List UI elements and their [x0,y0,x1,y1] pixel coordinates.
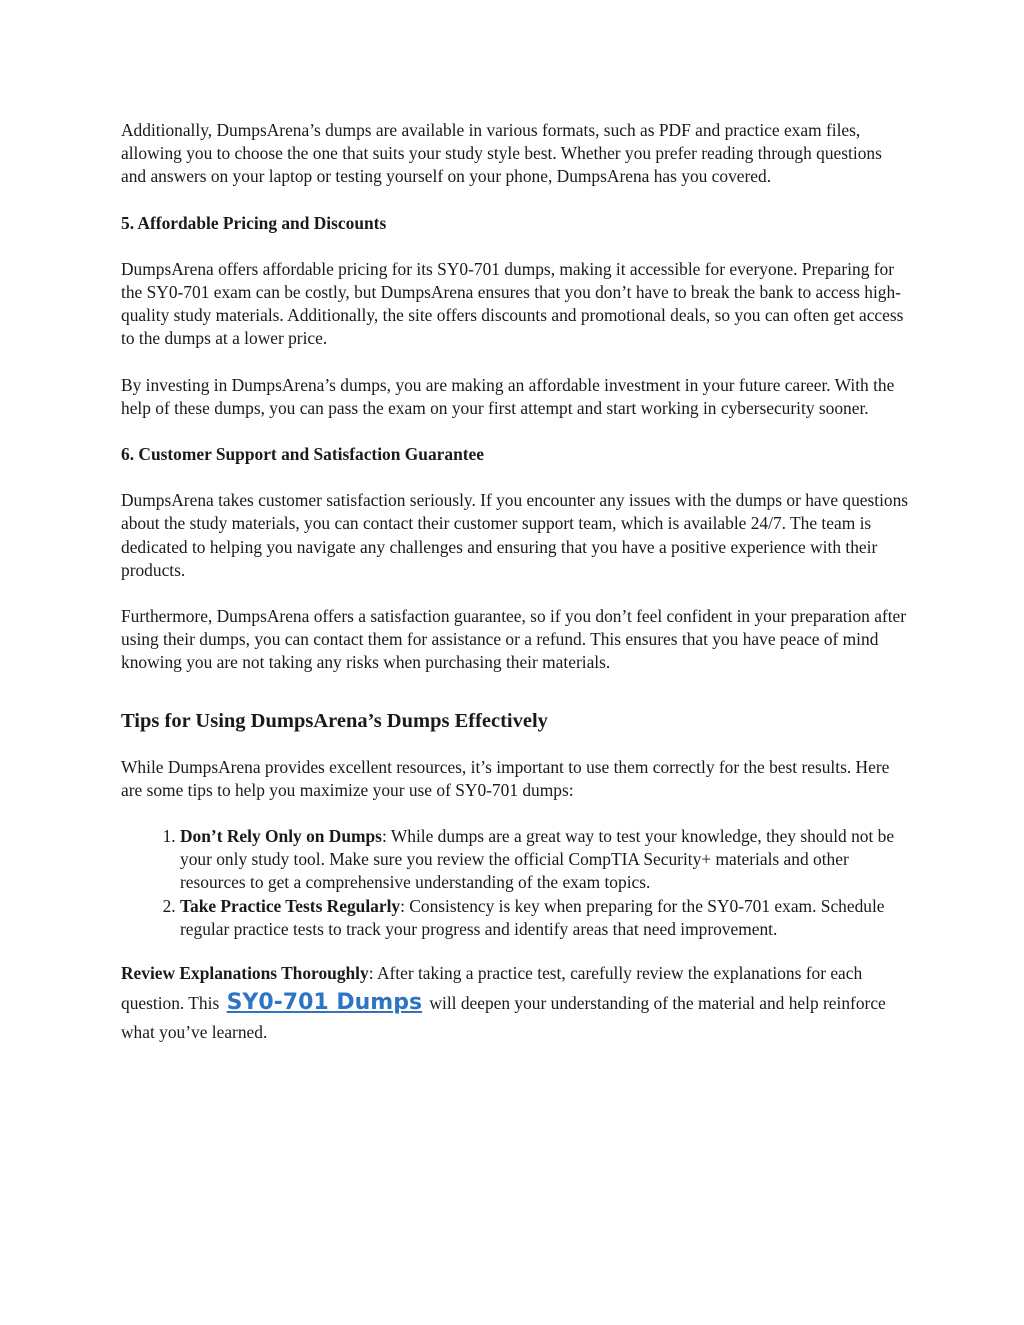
list-item [180,825,911,895]
support-heading: 6. Customer Support and Satisfaction Guarantee [121,444,484,465]
support-paragraph-2: Furthermore, DumpsArena offers a satisfaction guarantee, so if you don’t feel confident in your preparation after using their dumps, you can contact them for assistance or a refund. This ensures that you have peace of mind knowing you are not taking any risks when purchasing their materials. [121,606,907,673]
final-title: Review Explanations Thoroughly [121,963,369,984]
final-paragraph [121,959,911,1047]
tip-title: Don’t Rely Only on Dumps [180,826,382,847]
pricing-heading: 5. Affordable Pricing and Discounts [121,212,387,233]
sy0-701-dumps-link[interactable]: SY0-701 Dumps [226,990,423,1016]
tips-heading: Tips for Using DumpsArena’s Dumps Effectively [121,709,548,732]
tips-intro-paragraph: While DumpsArena provides excellent resources, it’s important to use them correctly for the best results. Here are some tips to help you maximize your use of SY0-701 dumps: [121,756,890,800]
document-page [121,119,911,1070]
pricing-paragraph-2: By investing in DumpsArena’s dumps, you are making an affordable investment in your future career. With the help of these dumps, you can pass the exam on your first attempt and start working in cybersecurity sooner. [121,374,895,418]
pricing-paragraph-1: DumpsArena offers affordable pricing for its SY0-701 dumps, making it accessible for everyone. Preparing for the SY0-701 exam can be costly, but DumpsArena ensures that you don’t have to break the bank to access high-quality study materials. Additionally, the site offers discounts and promotional deals, so you can often get access to the dumps at a lower price. [121,258,904,349]
tip-text: : While dumps are a great way to test your knowledge, they should not be your only study tool. Make sure you review the official CompTIA Security+ materials and other resources to get a comprehensive understanding of the exam topics. [180,826,895,893]
tips-list [121,825,911,941]
formats-paragraph: Additionally, DumpsArena’s dumps are available in various formats, such as PDF and practice exam files, allowing you to choose the one that suits your study style best. Whether you prefer reading through questions and answers on your laptop or testing yourself on your phone, DumpsArena has you covered. [121,120,882,187]
support-paragraph-1: DumpsArena takes customer satisfaction seriously. If you encounter any issues with the dumps or have questions about the study materials, you can contact their customer support team, which is available 24/7. The team is dedicated to helping you navigate any challenges and ensuring that you have a positive experience with their products. [121,490,909,580]
tip-text: : Consistency is key when preparing for the SY0-701 exam. Schedule regular practice tests to track your progress and identify areas that need improvement. [180,895,885,939]
final-text-after: will deepen your understanding of the material and help reinforce what you’ve learned. [121,993,886,1043]
final-text-before: : After taking a practice test, carefully review the explanations for each question. This [121,963,863,1014]
list-item [180,895,911,941]
tip-title: Take Practice Tests Regularly [180,895,401,916]
